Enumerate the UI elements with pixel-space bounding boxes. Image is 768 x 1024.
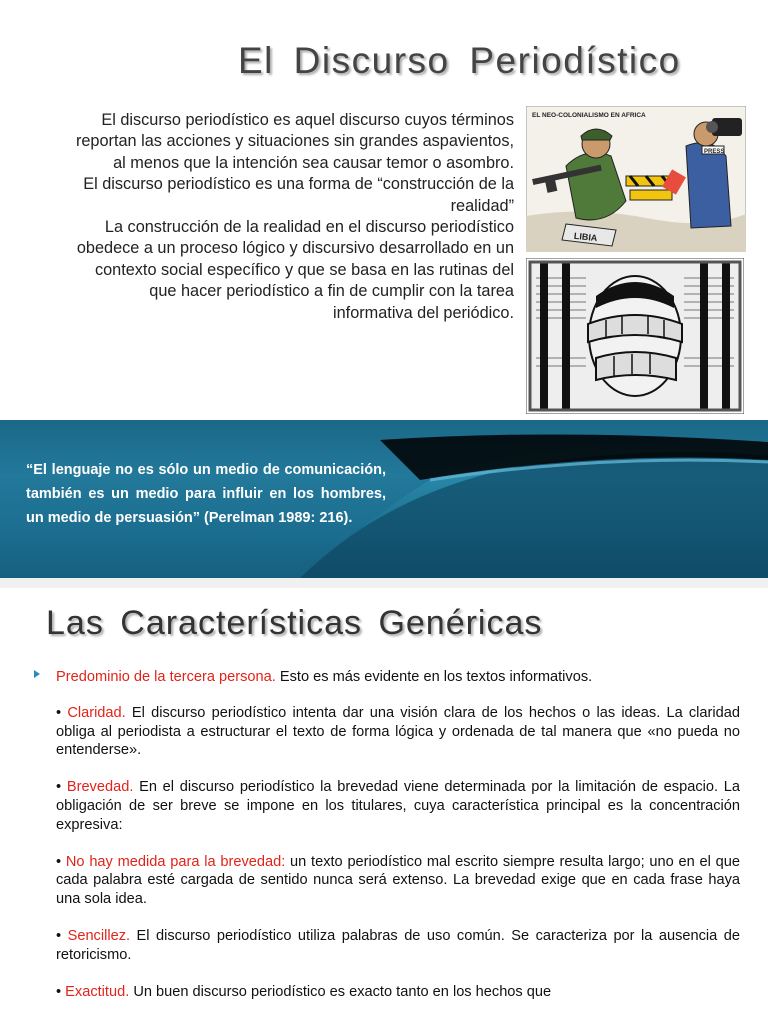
list-item-text: El discurso periodístico intenta dar una visión clara de los hechos o las ideas. La claridad obliga al periodista a estructurar el texto de forma lógica y ordenada de tal manera que «no pueda no entenderse».: [56, 704, 740, 759]
list-item: [56, 853, 740, 909]
characteristics-list: [56, 668, 740, 1019]
list-item: [56, 983, 740, 1002]
list-item-term: Sencillez.: [67, 927, 131, 944]
bullet-dot: •: [56, 853, 66, 870]
bullet-dot: •: [56, 779, 67, 796]
cartoon-neocolonialism-image: [526, 106, 746, 252]
list-item-term: Exactitud.: [65, 983, 130, 1000]
list-item-term: No hay medida para la brevedad:: [65, 853, 286, 870]
cartoon-libia-label: LIBIA: [573, 230, 598, 244]
bullet-dot: •: [56, 983, 66, 1000]
paragraph-1: El discurso periodístico es aquel discurso cuyos términos reportan las acciones y situaciones sin grandes aspavientos, al menos que la intención sea causar temor o asombro.: [75, 111, 514, 172]
list-item-term: Claridad.: [67, 704, 126, 721]
slide-1-body: [70, 110, 514, 324]
list-item-term: Brevedad.: [66, 779, 134, 796]
list-item-text: Esto es más evidente en los textos informativos.: [275, 669, 593, 685]
bullet-dot: •: [56, 927, 68, 944]
list-item-text: un texto periodístico mal escrito siempre resulta largo; uno en el que cada palabra esté cargada de sentido nunca será extenso. La brevedad exige que en cada frase haya una sola idea.: [56, 853, 740, 908]
bullet-dot: •: [56, 704, 68, 721]
cartoon-banner-text: EL NEO-COLONIALISMO EN AFRICA: [532, 112, 646, 119]
slide-2: [0, 588, 768, 1024]
list-item: [56, 927, 740, 965]
list-item-text: El discurso periodístico utiliza palabras de uso común. Se caracteriza por la ausencia de retoricismo.: [56, 927, 740, 963]
list-item: [56, 778, 740, 834]
quote-text: “El lenguaje no es sólo un medio de comunicación, también es un medio para influir en los hombres, un medio de persuasión” (Perelman 1989: 216).: [26, 462, 386, 526]
bullet-arrow-icon: [34, 670, 40, 678]
list-item-text: Un buen discurso periodístico es exacto tanto en los hechos que: [129, 983, 552, 1000]
cartoon-press-label: PRESS: [704, 149, 725, 155]
list-item: [56, 668, 740, 687]
list-item-term: Predominio de la tercera persona.: [56, 669, 276, 685]
list-item-text: En el discurso periodístico la brevedad viene determinada por la limitación de espacio. La obligación de ser breve se impone en los titulares, cuya característica principal es la concentración expresiva:: [56, 779, 740, 833]
slide-gap: [0, 578, 768, 588]
quote-band: [0, 420, 768, 578]
paragraph-2: El discurso periodístico es una forma de “construcción de la realidad”: [83, 175, 514, 215]
cartoon-censorship-image: [526, 258, 744, 414]
slide-1-title: El Discurso Periodístico: [238, 40, 681, 81]
list-item: [56, 704, 740, 760]
slide-2-title: Las Características Genéricas: [46, 604, 543, 642]
paragraph-3: La construcción de la realidad en el discurso periodístico obedece a un proceso lógico y discursivo desarrollado en un contexto social específico y que se basa en las rutinas del que hacer periodístico a fin de cumplir con la tarea informativa del periódico.: [76, 218, 514, 322]
